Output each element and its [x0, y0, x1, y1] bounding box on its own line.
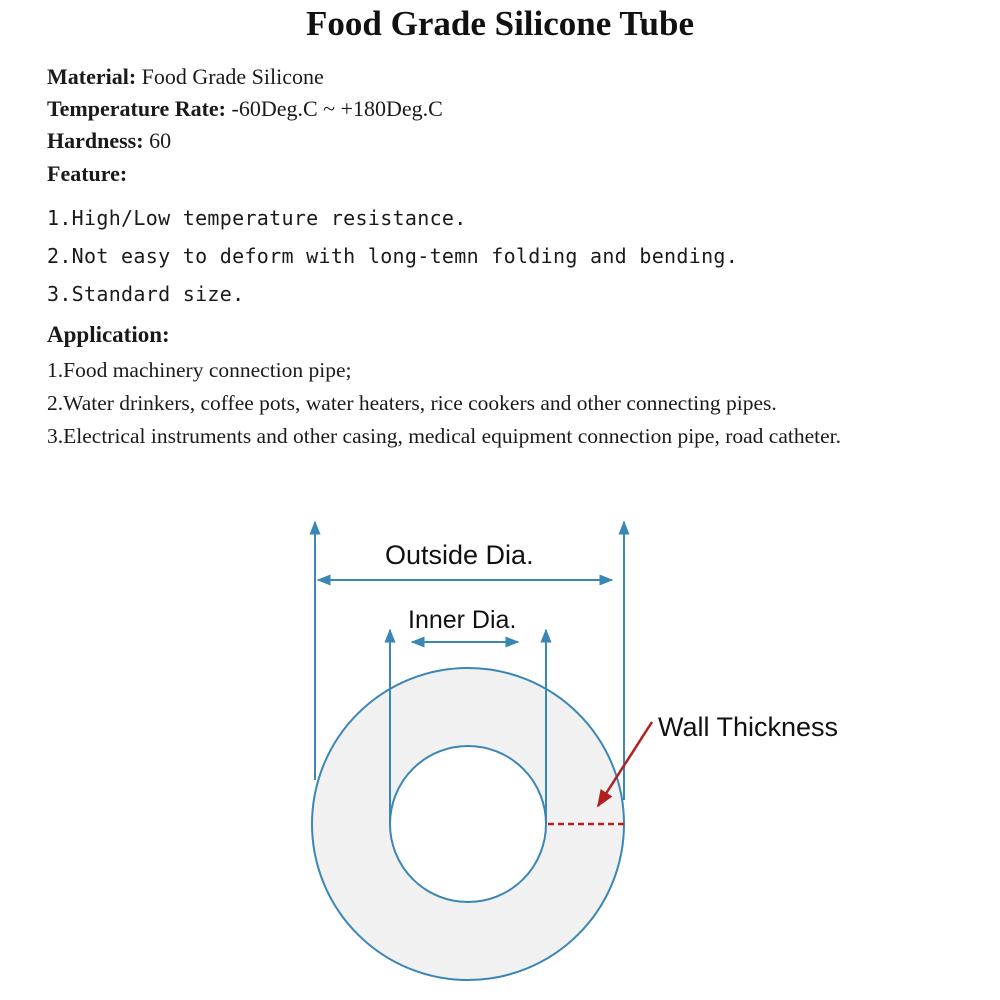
material-label: Material:: [47, 64, 137, 89]
material-value: Food Grade Silicone: [136, 64, 324, 89]
application-item-1: 1.Food machinery connection pipe;: [47, 358, 352, 382]
inner-dia-label: Inner Dia.: [408, 606, 517, 634]
feature-item-1: 1.High/Low temperature resistance.: [47, 206, 467, 230]
temperature-value: -60Deg.C ~ +180Deg.C: [226, 96, 443, 121]
application-heading: Application:: [47, 322, 170, 347]
page-title: Food Grade Silicone Tube: [306, 4, 694, 43]
outside-dia-label: Outside Dia.: [385, 540, 534, 570]
feature-item-3: 3.Standard size.: [47, 282, 245, 306]
application-item-2: 2.Water drinkers, coffee pots, water heaters, rice cookers and other connecting pipes.: [47, 391, 777, 415]
temperature-label: Temperature Rate:: [47, 96, 227, 121]
application-item-3: 3.Electrical instruments and other casing, medical equipment connection pipe, road catheter.: [47, 424, 842, 448]
hardness-label: Hardness:: [47, 128, 144, 153]
feature-item-2: 2.Not easy to deform with long-temn folding and bending.: [47, 244, 739, 268]
hardness-value: 60: [143, 128, 172, 153]
feature-label: Feature:: [47, 161, 128, 186]
wall-thickness-label: Wall Thickness: [658, 712, 839, 742]
inner-bore: [390, 746, 546, 902]
